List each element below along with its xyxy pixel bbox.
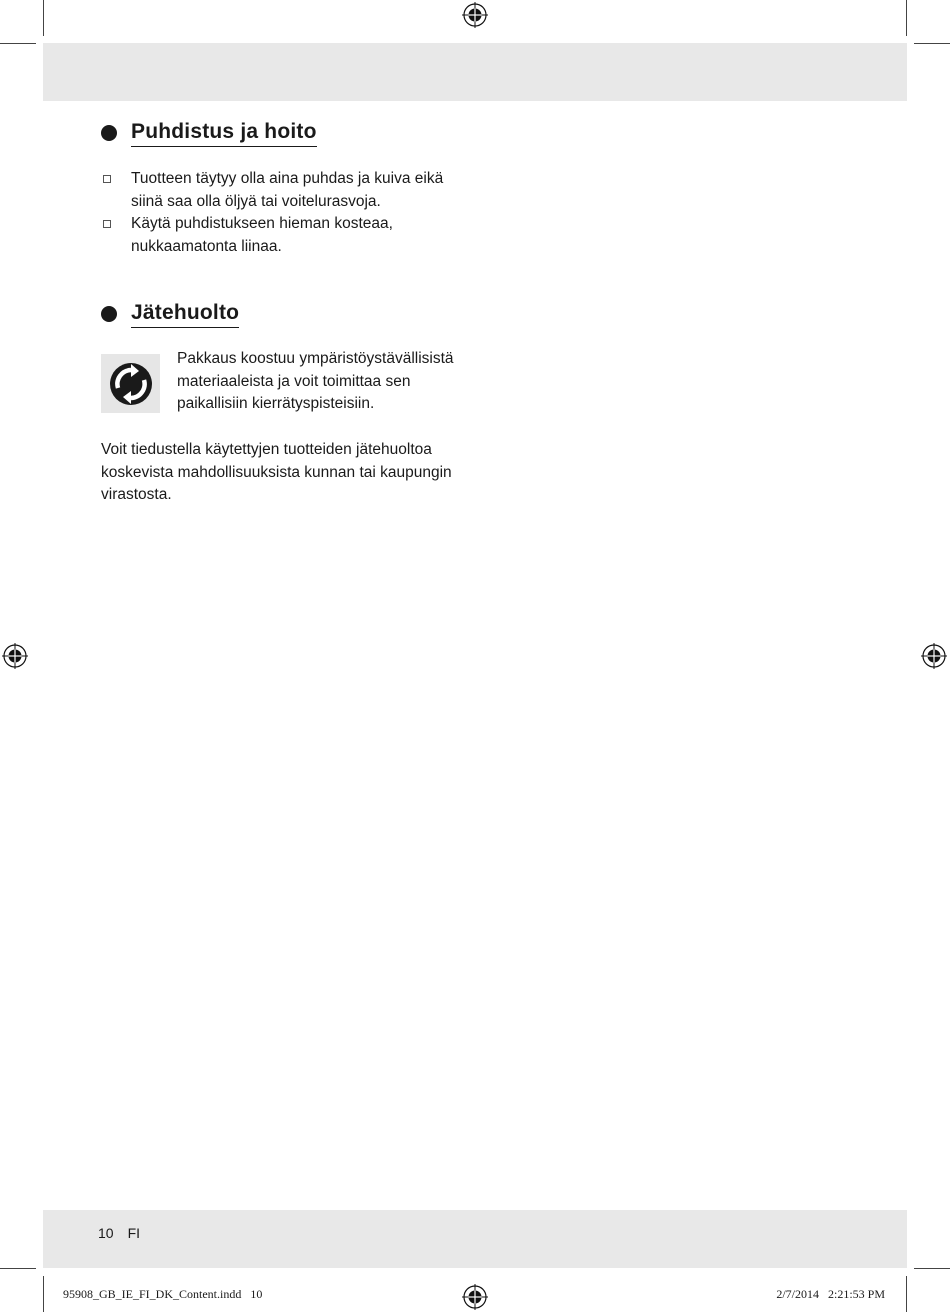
- paragraph-line: koskevista mahdollisuuksista kunnan tai kaupungin: [101, 463, 452, 481]
- paragraph-line: virastosta.: [101, 486, 172, 503]
- heading-bullet-icon: [101, 125, 117, 141]
- list-item-line: siinä saa olla öljyä tai voitelurasvoja.: [131, 192, 381, 210]
- header-band: [43, 43, 907, 101]
- crop-mark: [43, 1276, 44, 1312]
- checkbox-bullet-icon: [103, 220, 111, 228]
- list-item-line: Käytä puhdistukseen hieman kosteaa,: [131, 215, 393, 232]
- heading-bullet-icon: [101, 306, 117, 322]
- crop-mark: [906, 0, 907, 36]
- crop-mark: [43, 0, 44, 36]
- slug-timestamp: 2/7/2014 2:21:53 PM: [776, 1287, 885, 1301]
- footer-band: [43, 1210, 907, 1268]
- checkbox-bullet-icon: [103, 175, 111, 183]
- list-item: [101, 168, 471, 213]
- list-item-line: nukkaamatonta liinaa.: [131, 237, 282, 255]
- slug-filename: 95908_GB_IE_FI_DK_Content.indd 10: [63, 1287, 263, 1301]
- heading-text: Jätehuolto: [131, 300, 239, 328]
- registration-mark-icon: [462, 2, 488, 28]
- disposal-info-paragraph: [101, 439, 481, 507]
- heading-text: Puhdistus ja hoito: [131, 119, 317, 147]
- page-footer: [98, 1225, 154, 1241]
- registration-mark-icon: [2, 643, 28, 669]
- cleaning-list: [101, 168, 471, 258]
- section-heading-cleaning: [101, 119, 317, 147]
- crop-mark: [906, 1276, 907, 1312]
- crop-mark: [914, 1268, 950, 1269]
- paragraph-line: materiaaleista ja voit toimittaa sen: [177, 372, 411, 390]
- paragraph-line: Voit tiedustella käytettyjen tuotteiden jätehuoltoa: [101, 441, 432, 458]
- section-heading-disposal: [101, 300, 239, 328]
- language-code: FI: [127, 1225, 141, 1241]
- list-item-line: Tuotteen täytyy olla aina puhdas ja kuiva eikä: [131, 170, 444, 187]
- crop-mark: [0, 43, 36, 44]
- list-item: [101, 213, 471, 258]
- crop-mark: [914, 43, 950, 44]
- page-number: 10: [98, 1225, 114, 1241]
- registration-mark-icon: [462, 1284, 488, 1310]
- packaging-paragraph: [177, 348, 477, 416]
- recycling-symbol-icon: [101, 354, 160, 413]
- registration-mark-icon: [921, 643, 947, 669]
- paragraph-line: Pakkaus koostuu ympäristöystävällisistä: [177, 350, 454, 367]
- crop-mark: [0, 1268, 36, 1269]
- paragraph-line: paikallisiin kierrätyspisteisiin.: [177, 395, 375, 412]
